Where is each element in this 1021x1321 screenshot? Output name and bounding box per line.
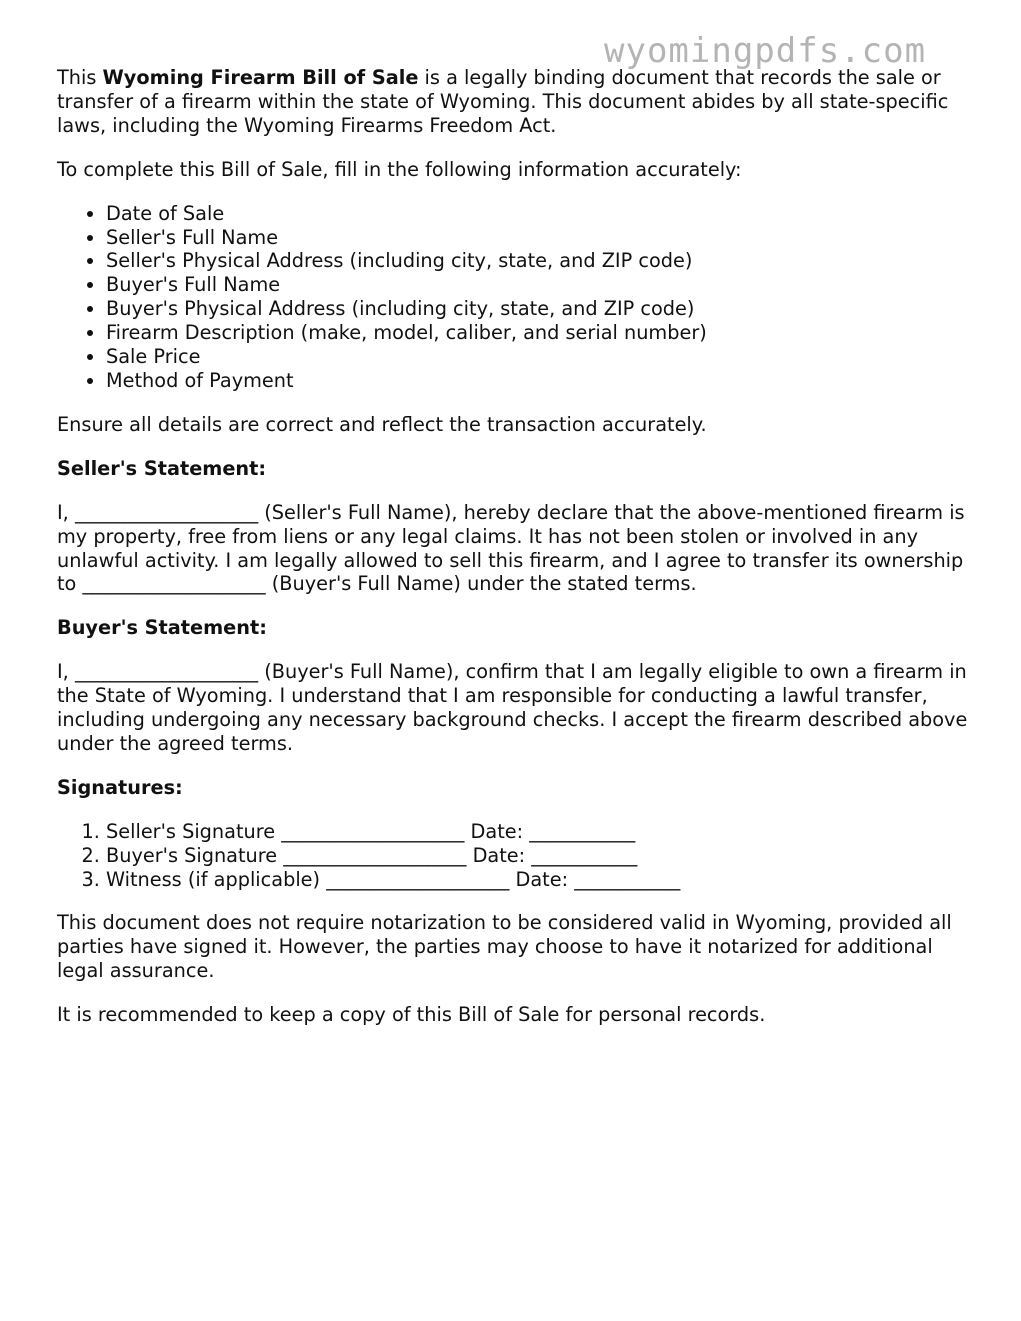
signature-line-buyer: 2. Buyer's Signature ___________________ Date: ___________ [106,844,977,868]
document-title: Wyoming Firearm Bill of Sale [102,66,419,89]
intro-prefix: This [57,66,103,89]
intro-suffix: is a legally binding document that records the sale or transfer of a firearm within the state of Wyoming. This document abides by all state-specific laws, including the Wyoming Firearms Freedom Act. [57,66,949,137]
list-item: • Method of Payment [106,369,977,393]
list-item: • Sale Price [106,345,977,369]
document-body [57,66,977,1047]
list-item: • Seller's Physical Address (including city, state, and ZIP code) [106,249,977,273]
list-item: • Buyer's Physical Address (including city, state, and ZIP code) [106,297,977,321]
signatures-heading: Signatures: [57,775,183,799]
instructions-paragraph: To complete this Bill of Sale, fill in the following information accurately: [57,157,742,181]
list-item: • Seller's Full Name [106,226,977,250]
recommendation-paragraph: It is recommended to keep a copy of this Bill of Sale for personal records. [57,1003,766,1027]
buyer-statement-text: I, ___________________ (Buyer's Full Name), confirm that I am legally eligible to own a firearm in the State of Wyoming. I understand that I am responsible for conducting a lawful transfer, including undergoing any necessary background checks. I accept the firearm described above under the agreed terms. [57,660,968,755]
buyer-statement-heading: Buyer's Statement: [57,616,267,640]
list-item: • Firearm Description (make, model, caliber, and serial number) [106,321,977,345]
signature-line-seller: 1. Seller's Signature ___________________ Date: ___________ [106,820,977,844]
required-fields-list [57,202,977,393]
list-item: • Date of Sale [106,202,977,226]
signatures-list [57,820,977,892]
seller-statement-heading: Seller's Statement: [57,456,267,480]
ensure-paragraph: Ensure all details are correct and reflect the transaction accurately. [57,412,707,436]
list-item: • Buyer's Full Name [106,273,977,297]
signature-line-witness: 3. Witness (if applicable) ___________________ Date: ___________ [106,868,977,892]
intro-paragraph [57,66,977,138]
watermark: wyomingpdfs.com [604,31,927,71]
seller-statement-text: I, ___________________ (Seller's Full Name), hereby declare that the above-mentioned firearm is my property, free from liens or any legal claims. It has not been stolen or involved in any unlawful activity. I am legally allowed to sell this firearm, and I agree to transfer its ownership to ___________________ (Buyer's Full Name) under the stated terms. [57,500,965,596]
notarization-paragraph: This document does not require notarization to be considered valid in Wyoming, provided all parties have signed it. However, the parties may choose to have it notarized for additional legal assurance. [57,911,952,983]
